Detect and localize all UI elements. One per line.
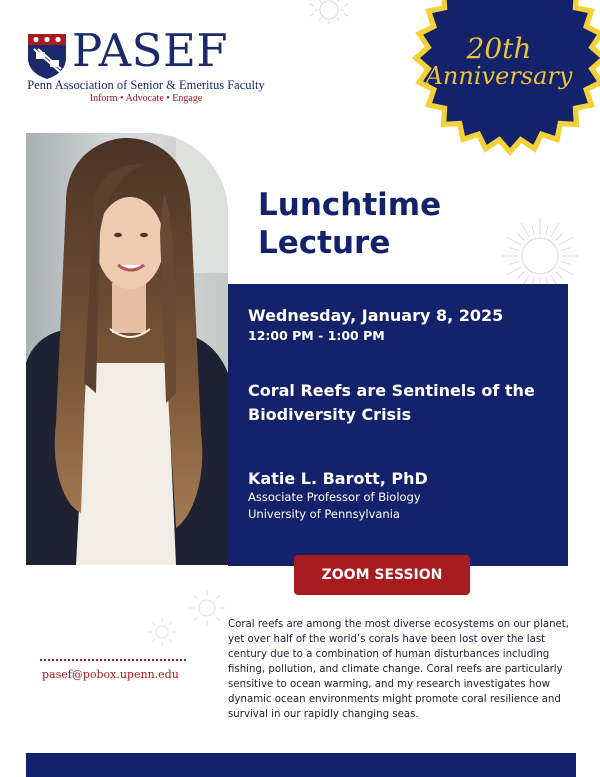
contact-email-link[interactable]: pasef@pobox.upenn.edu bbox=[42, 668, 179, 681]
badge-line-anniversary: Anniversary bbox=[425, 62, 573, 90]
badge-line-20th: 20th bbox=[466, 32, 532, 65]
event-time: 12:00 PM - 1:00 PM bbox=[248, 328, 385, 343]
event-date: Wednesday, January 8, 2025 bbox=[248, 306, 504, 325]
zoom-session-button[interactable]: ZOOM SESSION bbox=[294, 555, 470, 595]
headline-line-1: Lunchtime bbox=[258, 187, 442, 223]
lecture-abstract: Coral reefs are among the most diverse ecosystems on our planet, yet over half of the world’s corals have been lost over the last century due to a combination of human disturbances including fishing, pollution, and climate change. Coral reefs are particularly sensitive to ocean warming, and my research investigates how dynamic ocean environments might promote coral resilience and survival in our rapidly changing seas. bbox=[228, 619, 570, 720]
speaker-photo bbox=[26, 133, 228, 565]
logo-subtitle: Penn Association of Senior & Emeritus Faculty bbox=[27, 78, 265, 92]
logo-wordmark: PASEF bbox=[72, 24, 229, 77]
headline-line-2: Lecture bbox=[258, 225, 391, 261]
speaker-role: Associate Professor of Biology bbox=[248, 490, 421, 504]
penn-shield-icon bbox=[26, 32, 68, 80]
event-headline bbox=[258, 186, 498, 262]
sunburst-decoration-icon bbox=[298, 0, 360, 40]
pasef-logo bbox=[24, 24, 265, 112]
speaker-organization: University of Pennsylvania bbox=[248, 507, 400, 521]
speaker-name: Katie L. Barott, PhD bbox=[248, 469, 428, 488]
sunburst-decoration-icon bbox=[146, 616, 178, 648]
sunburst-decoration-icon bbox=[186, 587, 228, 629]
anniversary-badge bbox=[398, 0, 600, 162]
event-details-panel bbox=[228, 284, 568, 566]
footer-bar bbox=[26, 753, 576, 777]
logo-tagline: Inform • Advocate • Engage bbox=[89, 93, 203, 104]
speaker-portrait-image bbox=[26, 133, 228, 565]
lecture-title: Coral Reefs are Sentinels of the Biodiversity Crisis bbox=[248, 381, 535, 424]
dotted-divider bbox=[40, 659, 186, 661]
